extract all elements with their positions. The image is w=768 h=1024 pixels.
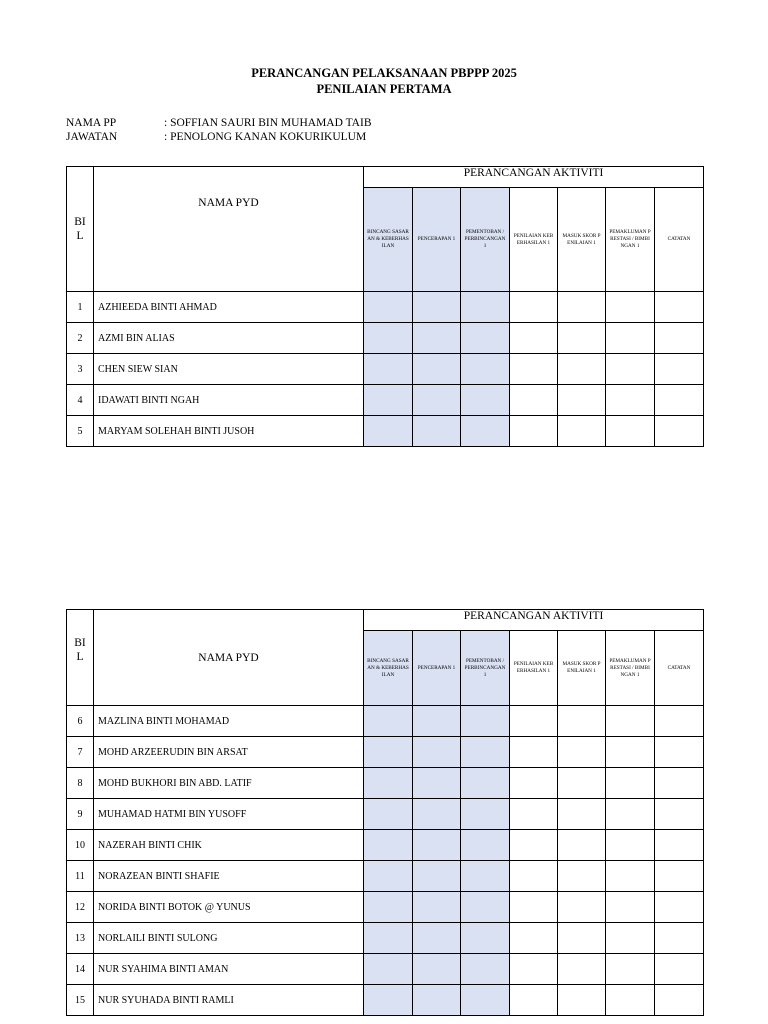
activity-cell[interactable] (510, 985, 558, 1016)
pyd-name: NAZERAH BINTI CHIK (94, 830, 364, 861)
row-number: 3 (67, 354, 94, 385)
table-row (67, 416, 704, 447)
activity-cell[interactable] (606, 923, 655, 954)
row-number: 12 (67, 892, 94, 923)
activity-cell[interactable] (510, 323, 558, 354)
table-row (67, 292, 704, 323)
activity-cell[interactable] (364, 861, 413, 892)
activity-cell[interactable] (558, 323, 606, 354)
table-row (67, 737, 704, 768)
activity-cell[interactable] (558, 954, 606, 985)
pyd-name: NUR SYUHADA BINTI RAMLI (94, 985, 364, 1016)
activity-column-header: PENCERAPAN 1 (413, 631, 461, 706)
activity-cell[interactable] (558, 385, 606, 416)
activity-cell[interactable] (606, 861, 655, 892)
activity-cell[interactable] (364, 892, 413, 923)
activity-cell[interactable] (461, 385, 510, 416)
row-number: 10 (67, 830, 94, 861)
activity-cell[interactable] (510, 292, 558, 323)
row-number: 11 (67, 861, 94, 892)
table-row (67, 923, 704, 954)
table-row (67, 768, 704, 799)
activity-cell[interactable] (558, 799, 606, 830)
activity-cell[interactable] (655, 385, 704, 416)
activity-cell[interactable] (364, 954, 413, 985)
activity-cell[interactable] (413, 954, 461, 985)
document-title: PERANCANGAN PELAKSANAAN PBPPP 2025 (251, 66, 517, 80)
pyd-name: NORLAILI BINTI SULONG (94, 923, 364, 954)
activity-cell[interactable] (558, 861, 606, 892)
activity-cell[interactable] (606, 706, 655, 737)
row-number: 1 (67, 292, 94, 323)
pyd-name: AZMI BIN ALIAS (94, 323, 364, 354)
activity-cell[interactable] (558, 354, 606, 385)
pyd-name: NORIDA BINTI BOTOK @ YUNUS (94, 892, 364, 923)
activity-column-header: PENILAIAN KEBERHASILAN 1 (510, 631, 558, 706)
pyd-name: AZHIEEDA BINTI AHMAD (94, 292, 364, 323)
activity-cell[interactable] (558, 830, 606, 861)
activity-cell[interactable] (558, 892, 606, 923)
activity-cell[interactable] (655, 416, 704, 447)
activity-cell[interactable] (461, 354, 510, 385)
jawatan-label: JAWATAN (66, 131, 118, 143)
activity-cell[interactable] (364, 706, 413, 737)
activity-column-header: PEMENTOBAN / PERBINCANGAN 1 (461, 188, 510, 292)
activity-cell[interactable] (364, 354, 413, 385)
activity-cell[interactable] (655, 737, 704, 768)
activity-cell[interactable] (606, 830, 655, 861)
document-subtitle: PENILAIAN PERTAMA (316, 82, 452, 96)
activity-cell[interactable] (606, 385, 655, 416)
activity-cell[interactable] (606, 954, 655, 985)
activity-cell[interactable] (364, 385, 413, 416)
activity-cell[interactable] (655, 985, 704, 1016)
activity-cell[interactable] (510, 385, 558, 416)
activity-cell[interactable] (413, 985, 461, 1016)
activity-cell[interactable] (364, 323, 413, 354)
pyd-name: NUR SYAHIMA BINTI AMAN (94, 954, 364, 985)
activity-cell[interactable] (413, 861, 461, 892)
table-row (67, 706, 704, 737)
activity-column-header: CATATAN (655, 188, 704, 292)
table-row (67, 354, 704, 385)
activity-cell[interactable] (461, 892, 510, 923)
activity-cell[interactable] (606, 323, 655, 354)
table-row (67, 799, 704, 830)
activity-cell[interactable] (413, 768, 461, 799)
row-number: 13 (67, 923, 94, 954)
activity-cell[interactable] (606, 768, 655, 799)
row-number: 6 (67, 706, 94, 737)
activity-column-header: MASUK SKOR PENILAIAN 1 (558, 631, 606, 706)
activity-cell[interactable] (413, 292, 461, 323)
activity-cell[interactable] (413, 416, 461, 447)
activity-cell[interactable] (413, 706, 461, 737)
activity-column-header: CATATAN (655, 631, 704, 706)
activity-column-header: PENILAIAN KEBERHASILAN 1 (510, 188, 558, 292)
row-number: 5 (67, 416, 94, 447)
activity-cell[interactable] (461, 985, 510, 1016)
bil-header: BI L (67, 167, 94, 292)
activity-cell[interactable] (413, 737, 461, 768)
activity-cell[interactable] (461, 830, 510, 861)
activity-cell[interactable] (461, 737, 510, 768)
activity-cell[interactable] (558, 923, 606, 954)
perancangan-aktiviti-header: PERANCANGAN AKTIVITI (364, 167, 704, 188)
activity-cell[interactable] (606, 799, 655, 830)
activity-cell[interactable] (413, 799, 461, 830)
row-number: 14 (67, 954, 94, 985)
activity-cell[interactable] (510, 892, 558, 923)
activity-cell[interactable] (413, 323, 461, 354)
pyd-name: MARYAM SOLEHAH BINTI JUSOH (94, 416, 364, 447)
pyd-name: MAZLINA BINTI MOHAMAD (94, 706, 364, 737)
table-row (67, 861, 704, 892)
activity-cell[interactable] (558, 416, 606, 447)
activity-cell[interactable] (655, 861, 704, 892)
activity-cell[interactable] (461, 768, 510, 799)
activity-cell[interactable] (364, 830, 413, 861)
activity-cell[interactable] (510, 737, 558, 768)
planning-table-1 (66, 166, 704, 447)
activity-cell[interactable] (655, 830, 704, 861)
activity-cell[interactable] (655, 923, 704, 954)
row-number: 15 (67, 985, 94, 1016)
table-row (67, 954, 704, 985)
row-number: 9 (67, 799, 94, 830)
row-number: 2 (67, 323, 94, 354)
activity-cell[interactable] (655, 892, 704, 923)
nama-pyd-header: NAMA PYD (94, 167, 364, 292)
activity-column-header: MASUK SKOR PENILAIAN 1 (558, 188, 606, 292)
activity-cell[interactable] (413, 923, 461, 954)
activity-cell[interactable] (510, 416, 558, 447)
pyd-name: IDAWATI BINTI NGAH (94, 385, 364, 416)
activity-cell[interactable] (461, 923, 510, 954)
table-row (67, 892, 704, 923)
pyd-name: CHEN SIEW SIAN (94, 354, 364, 385)
activity-cell[interactable] (655, 768, 704, 799)
pyd-name: MOHD ARZEERUDIN BIN ARSAT (94, 737, 364, 768)
activity-cell[interactable] (461, 706, 510, 737)
activity-cell[interactable] (558, 706, 606, 737)
perancangan-aktiviti-header: PERANCANGAN AKTIVITI (364, 610, 704, 631)
planning-table-2 (66, 609, 704, 1016)
activity-cell[interactable] (364, 768, 413, 799)
activity-cell[interactable] (655, 799, 704, 830)
activity-cell[interactable] (510, 861, 558, 892)
table-row (67, 323, 704, 354)
activity-cell[interactable] (655, 954, 704, 985)
activity-cell[interactable] (364, 416, 413, 447)
activity-cell[interactable] (606, 354, 655, 385)
activity-cell[interactable] (558, 292, 606, 323)
activity-cell[interactable] (655, 354, 704, 385)
activity-cell[interactable] (461, 323, 510, 354)
table-row (67, 830, 704, 861)
nama-pyd-header: NAMA PYD (94, 610, 364, 706)
activity-cell[interactable] (461, 416, 510, 447)
activity-column-header: BINCANG SASARAN & KEBERHASILAN (364, 631, 413, 706)
pyd-name: MOHD BUKHORI BIN ABD. LATIF (94, 768, 364, 799)
activity-cell[interactable] (510, 706, 558, 737)
nama-pp-label: NAMA PP (66, 117, 117, 129)
row-number: 7 (67, 737, 94, 768)
activity-cell[interactable] (606, 416, 655, 447)
bil-header: BI L (67, 610, 94, 706)
activity-cell[interactable] (461, 861, 510, 892)
activity-cell[interactable] (510, 954, 558, 985)
activity-cell[interactable] (558, 768, 606, 799)
activity-column-header: PENCERAPAN 1 (413, 188, 461, 292)
activity-cell[interactable] (510, 923, 558, 954)
activity-cell[interactable] (510, 799, 558, 830)
pyd-name: MUHAMAD HATMI BIN YUSOFF (94, 799, 364, 830)
activity-column-header: PEMAKLUMAN PRESTASI / BIMBINGAN 1 (606, 631, 655, 706)
activity-cell[interactable] (461, 292, 510, 323)
activity-cell[interactable] (655, 292, 704, 323)
activity-cell[interactable] (606, 737, 655, 768)
table-row (67, 985, 704, 1016)
activity-cell[interactable] (655, 323, 704, 354)
activity-cell[interactable] (364, 923, 413, 954)
activity-cell[interactable] (364, 292, 413, 323)
activity-cell[interactable] (364, 799, 413, 830)
activity-cell[interactable] (510, 830, 558, 861)
jawatan-value: : PENOLONG KANAN KOKURIKULUM (164, 131, 367, 143)
activity-cell[interactable] (413, 354, 461, 385)
activity-cell[interactable] (606, 985, 655, 1016)
activity-cell[interactable] (413, 385, 461, 416)
activity-column-header: PEMENTOBAN / PERBINCANGAN 1 (461, 631, 510, 706)
nama-pp-value: : SOFFIAN SAURI BIN MUHAMAD TAIB (164, 117, 372, 129)
pyd-name: NORAZEAN BINTI SHAFIE (94, 861, 364, 892)
activity-cell[interactable] (413, 830, 461, 861)
activity-cell[interactable] (413, 892, 461, 923)
activity-cell[interactable] (606, 292, 655, 323)
activity-cell[interactable] (655, 706, 704, 737)
activity-cell[interactable] (461, 954, 510, 985)
activity-cell[interactable] (606, 892, 655, 923)
row-number: 8 (67, 768, 94, 799)
activity-cell[interactable] (558, 737, 606, 768)
activity-cell[interactable] (510, 354, 558, 385)
activity-cell[interactable] (364, 985, 413, 1016)
activity-cell[interactable] (364, 737, 413, 768)
activity-column-header: PEMAKLUMAN PRESTASI / BIMBINGAN 1 (606, 188, 655, 292)
table-row (67, 385, 704, 416)
activity-cell[interactable] (510, 768, 558, 799)
activity-cell[interactable] (558, 985, 606, 1016)
activity-cell[interactable] (461, 799, 510, 830)
activity-column-header: BINCANG SASARAN & KEBERHASILAN (364, 188, 413, 292)
row-number: 4 (67, 385, 94, 416)
